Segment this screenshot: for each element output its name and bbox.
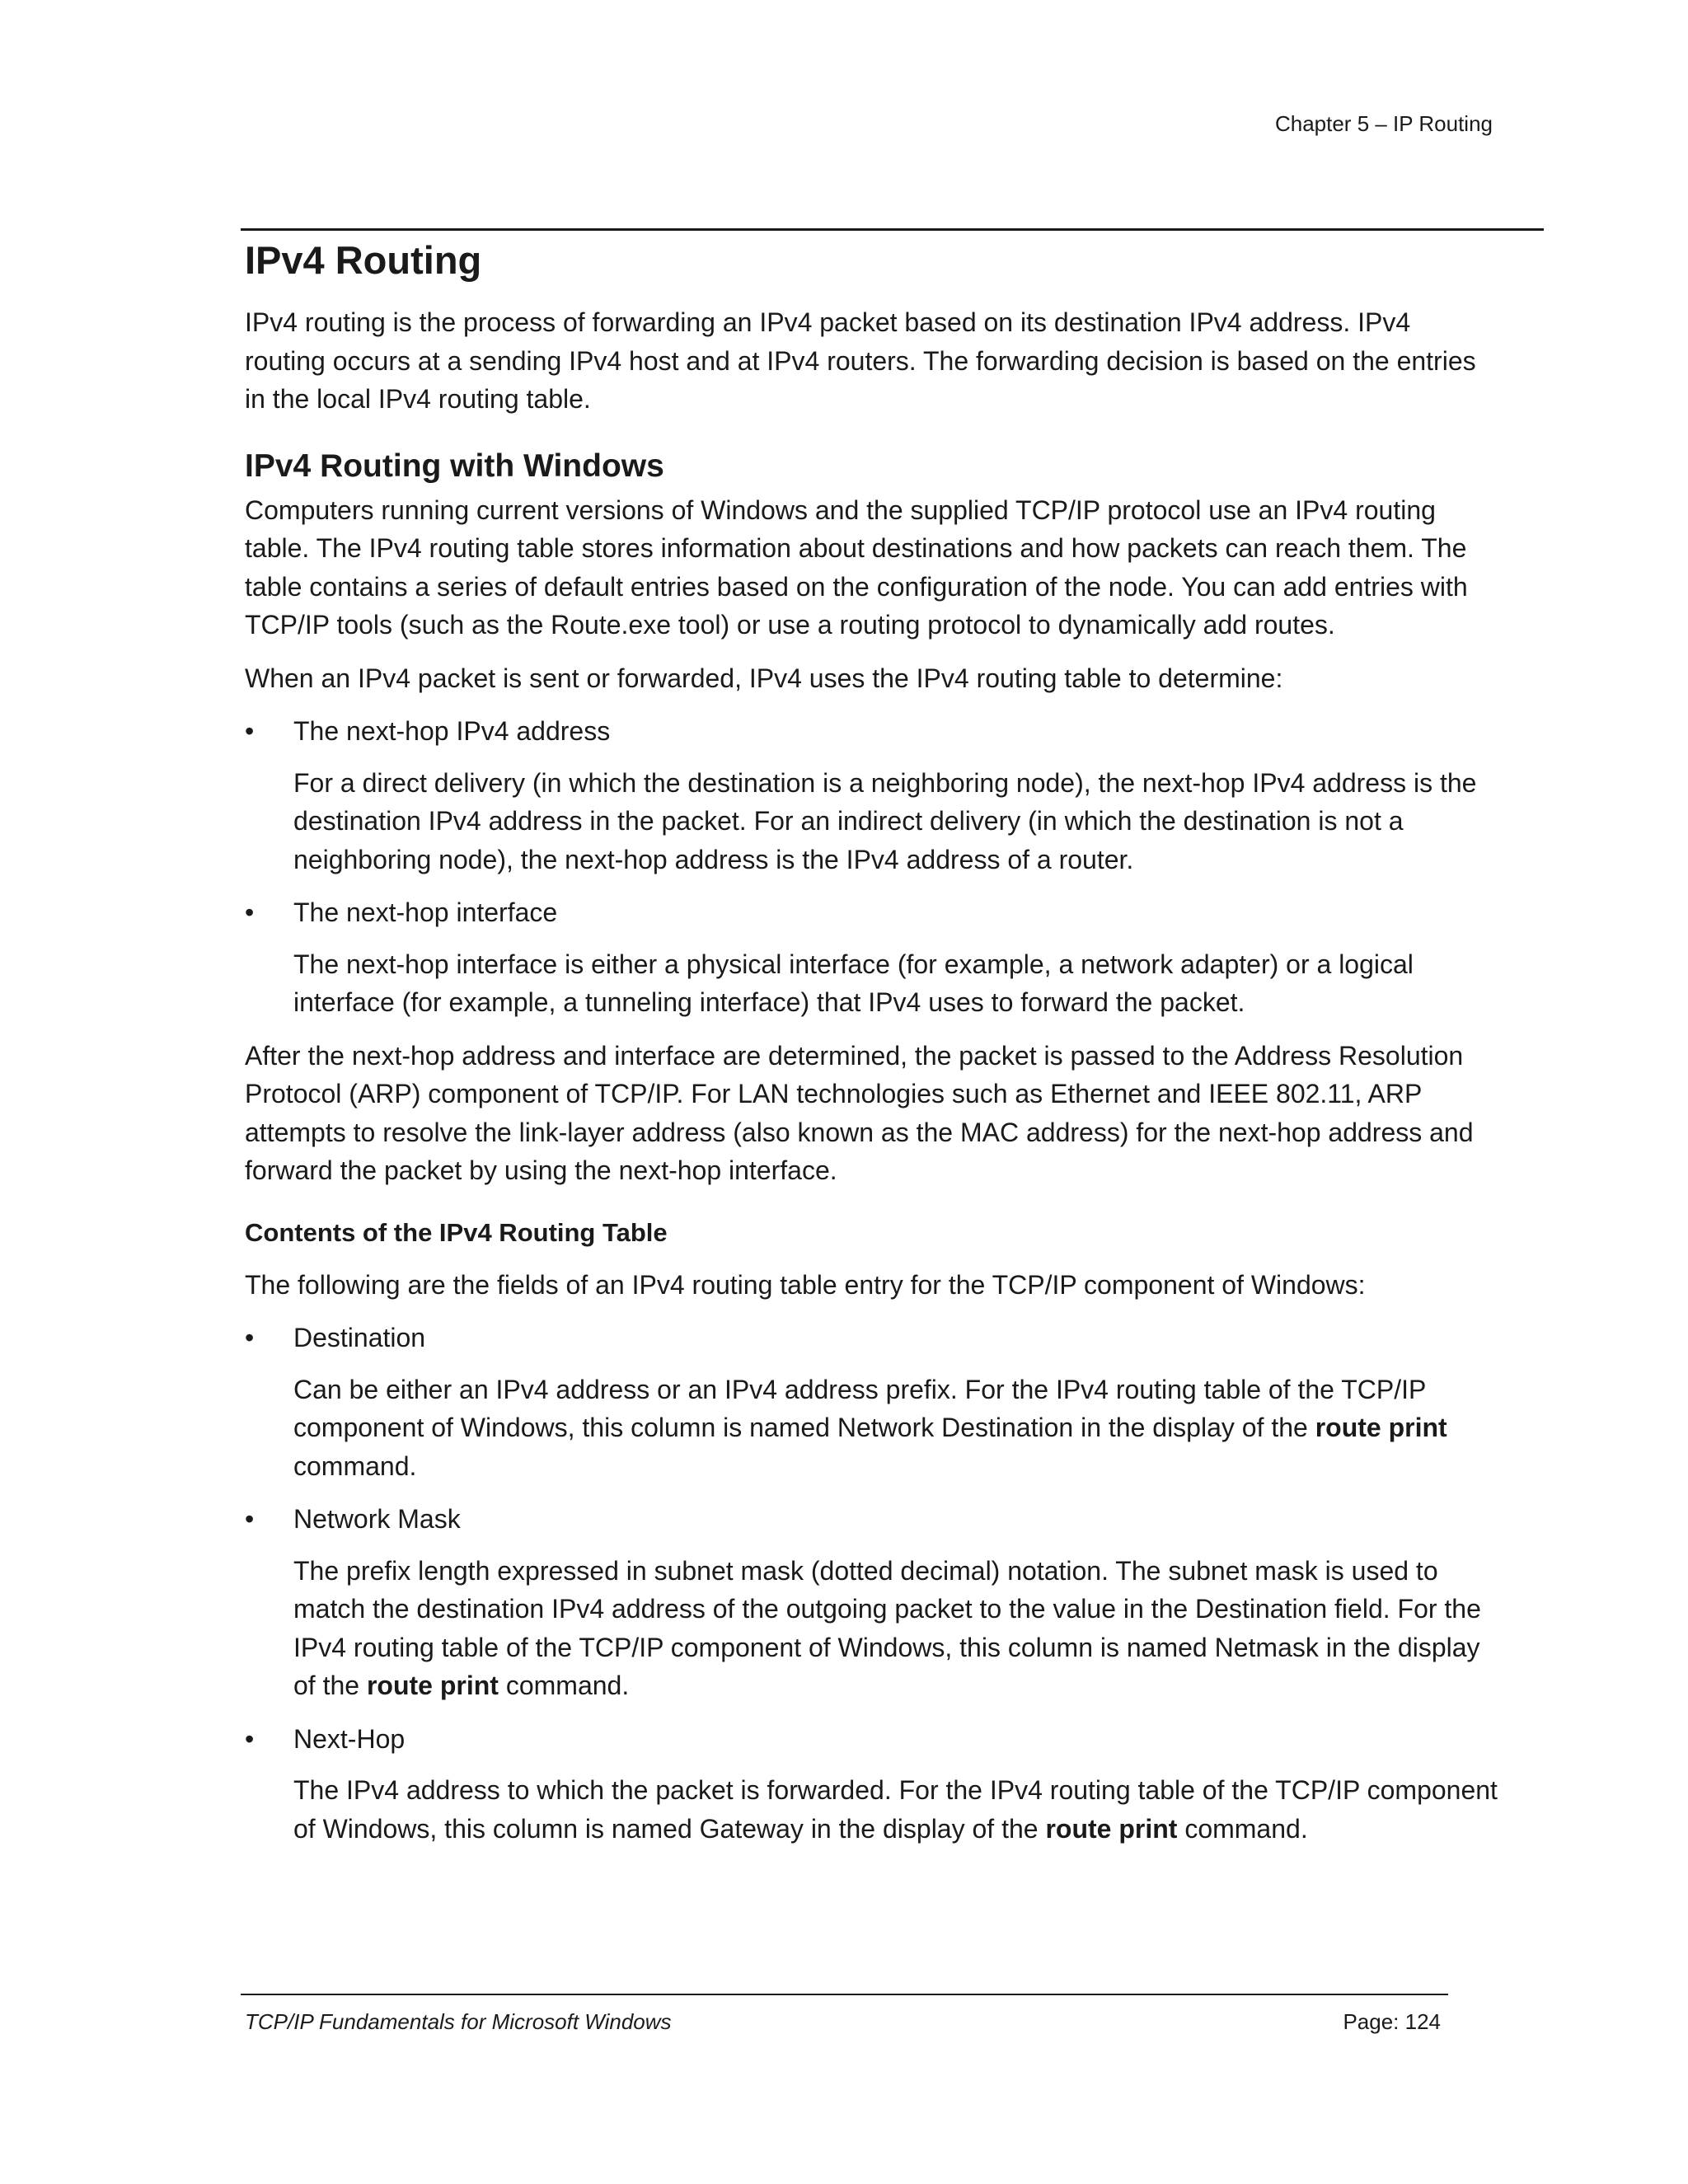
next-hop-list: [245, 712, 1498, 1022]
description-text: command.: [1177, 1813, 1308, 1844]
list-item-title: The next-hop interface: [293, 898, 558, 927]
list-item-description: [293, 1771, 1498, 1848]
windows-paragraph-3: After the next-hop address and interface are determined, the packet is passed to the Address Resolution Protocol (ARP) component of TCP/IP. For LAN technologies such as Ethernet and IEEE 802.11, ARP attempts to resolve the link-layer address (also known as the MAC address) for the next-hop address and forward the packet by using the next-hop interface.: [245, 1040, 1474, 1185]
list-item-title: Network Mask: [293, 1504, 461, 1534]
description-text: command.: [293, 1451, 417, 1481]
list-item-title: Destination: [293, 1323, 426, 1352]
list-item-description: [293, 1552, 1498, 1705]
contents-intro: The following are the fields of an IPv4 routing table entry for the TCP/IP component of Windows:: [245, 1269, 1366, 1300]
subsection-title-contents: Contents of the IPv4 Routing Table: [245, 1217, 668, 1247]
list-item-title: Next-Hop: [293, 1723, 406, 1754]
routing-table-fields-list: [245, 1319, 1498, 1848]
list-item-title: The next-hop IPv4 address: [293, 716, 611, 746]
list-item: [245, 1319, 1498, 1485]
section-intro: IPv4 routing is the process of forwarding an IPv4 packet based on its destination IPv4 address. IPv4 routing occurs at a sending IPv4 host and at IPv4 routers. The forwarding decision is based on the entries in the local IPv4 routing table.: [245, 307, 1476, 414]
list-item-description: [293, 1371, 1498, 1486]
command-name: route print: [366, 1671, 499, 1700]
windows-paragraph-2: When an IPv4 packet is sent or forwarded, IPv4 uses the IPv4 routing table to determine:: [245, 663, 1283, 693]
page-content: [245, 234, 1498, 1848]
header-rule: [241, 228, 1544, 231]
footer-rule: [241, 1994, 1448, 1995]
description-text: The IPv4 address to which the packet is forwarded. For the IPv4 routing table of the TCP/IP component of Windows, this column is named Gateway in the display of the: [293, 1775, 1498, 1844]
list-item: [245, 893, 1498, 1022]
command-name: route print: [1045, 1813, 1178, 1844]
bullet-marker: •: [245, 898, 255, 927]
list-item-description: For a direct delivery (in which the destination is a neighboring node), the next-hop IPv4 address is the destination IPv4 address in the packet. For an indirect delivery (in which the destination is not a neighboring node), the next-hop address is the IPv4 address of a router.: [293, 767, 1477, 874]
list-item: [245, 712, 1498, 879]
subsection-title-windows: IPv4 Routing with Windows: [245, 448, 664, 484]
bullet-marker: •: [245, 1504, 255, 1534]
list-item: [245, 1720, 1498, 1849]
footer-book-title: TCP/IP Fundamentals for Microsoft Windows: [245, 2009, 672, 2034]
windows-paragraph-1: Computers running current versions of Windows and the supplied TCP/IP protocol use an IPv4 routing table. The IPv4 routing table stores information about destinations and how packets can reach them. The table contains a series of default entries based on the configuration of the node. You can add entries with TCP/IP tools (such as the Route.exe tool) or use a routing protocol to dynamically add routes.: [245, 494, 1468, 640]
bullet-marker: •: [245, 716, 255, 746]
description-text: The prefix length expressed in subnet mask (dotted decimal) notation. The subnet mask is used to match the destination IPv4 address of the outgoing packet to the value in the Destination field. For the IPv4 routing table of the TCP/IP component of Windows, this column is named Netmask in the display of the: [293, 1555, 1481, 1700]
command-name: route print: [1315, 1413, 1447, 1442]
bullet-marker: •: [245, 1723, 255, 1754]
list-item: [245, 1500, 1498, 1705]
list-item-description: The next-hop interface is either a physical interface (for example, a network adapter) or a logical interface (for example, a tunneling interface) that IPv4 uses to forward the packet.: [293, 949, 1414, 1017]
running-header: Chapter 5 – IP Routing: [1274, 111, 1493, 136]
bullet-marker: •: [245, 1323, 255, 1352]
footer-page-number: Page: 124: [1343, 2009, 1441, 2034]
description-text: Can be either an IPv4 address or an IPv4 address prefix. For the IPv4 routing table of the TCP/IP component of Windows, this column is named Network Destination in the display of the: [293, 1374, 1426, 1442]
description-text: command.: [498, 1671, 630, 1700]
section-title: IPv4 Routing: [245, 238, 482, 282]
